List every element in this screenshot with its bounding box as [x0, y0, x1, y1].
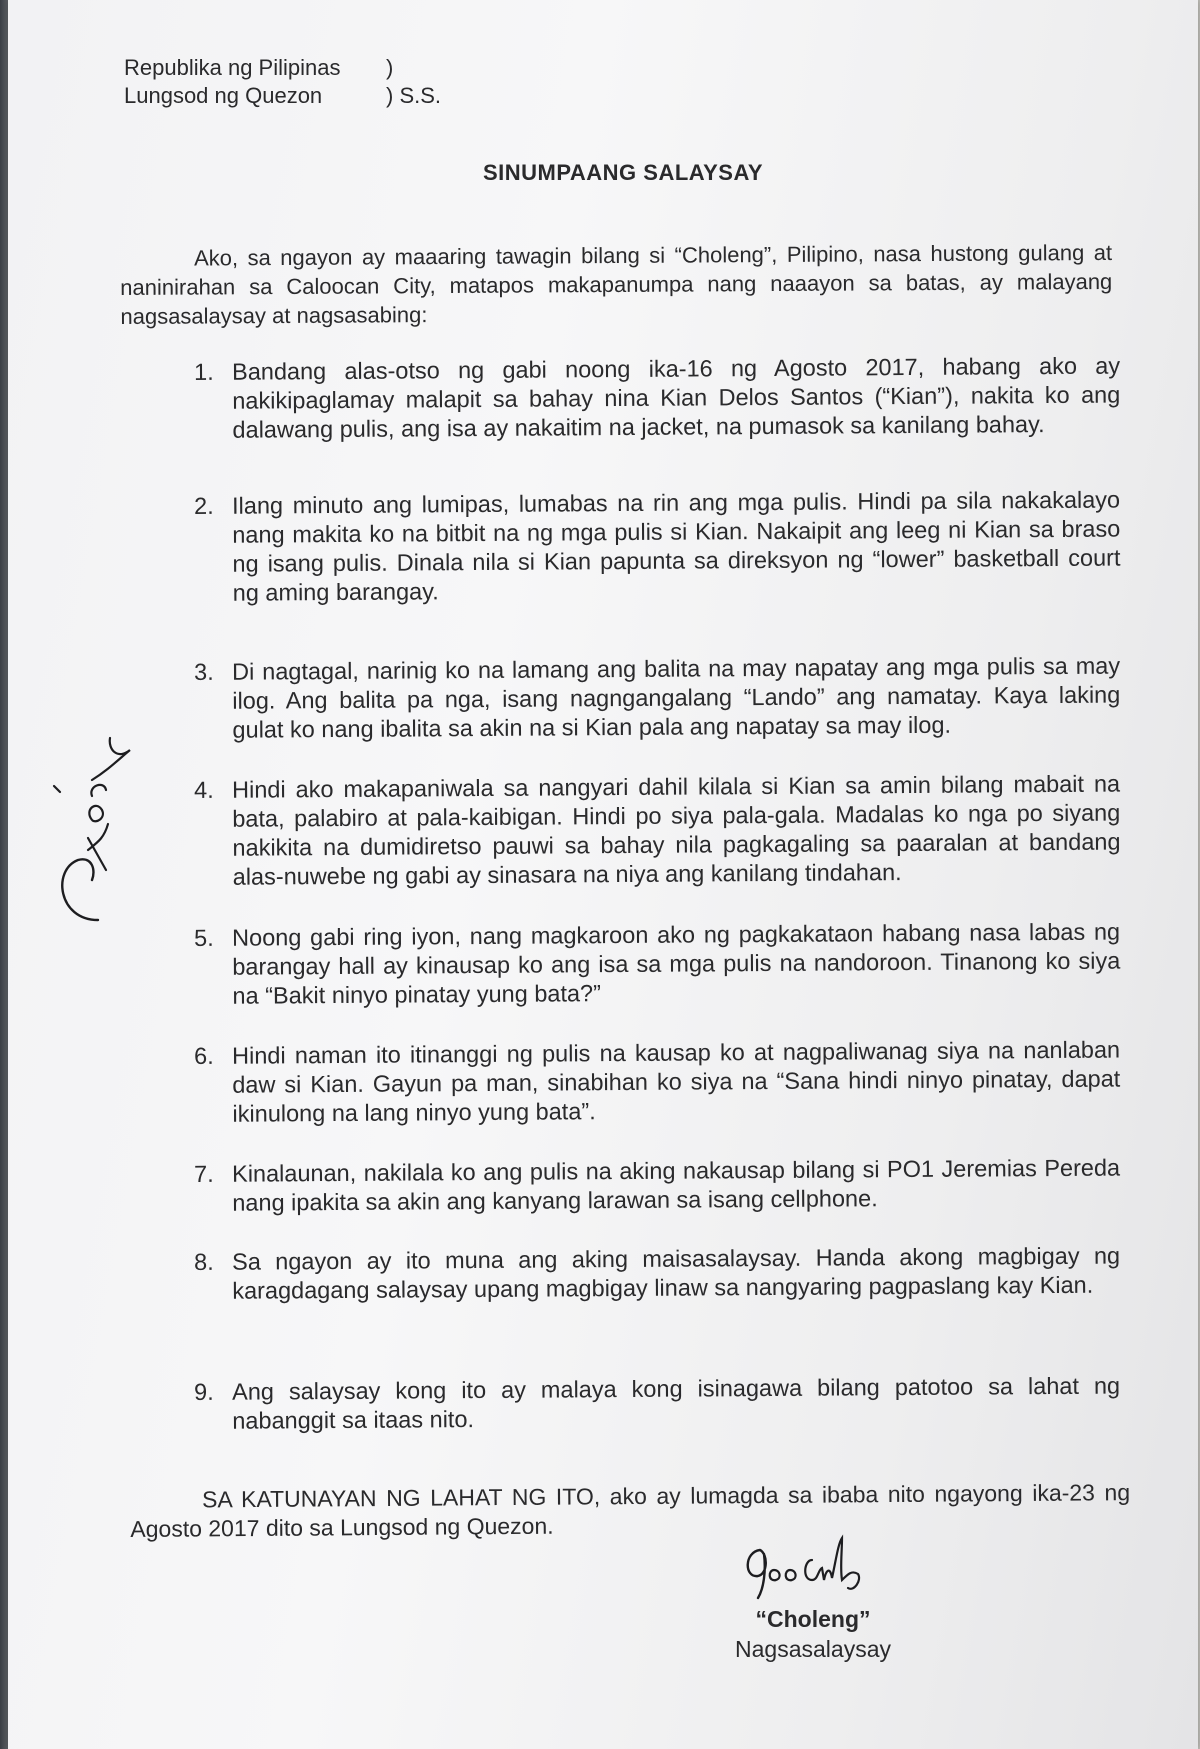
item-number: 7. — [194, 1160, 214, 1187]
item-text: Hindi ako makapaniwala sa nangyari dahil kilala si Kian sa amin bilang mabait na bata, palabiro at pala-kaibigan. Hindi po siya pala-gala. Madalas ko nga po siyang nakikita na dumidiretso pauwi sa bahay nila pagkagaling sa paaralan at bandang alas-nuwebe ng gabi ay sinasara na niya ang kanilang tindahan. — [232, 770, 1121, 890]
intro-text: Ako, sa ngayon ay maaaring tawagin bilang si “Choleng”, Pilipino, nasa hustong gulang at naninirahan sa Caloocan City, matapos makapanumpa nang naaayon sa batas, ay malayang nagsasalaysay at nagsasabing: — [120, 239, 1113, 329]
item-number: 4. — [194, 776, 214, 803]
item-text: Hindi naman ito itinanggi ng pulis na kausap ko at nagpaliwanag siya na nanlaban daw si Kian. Gayun pa man, sinabihan ko siya na “Sana hindi ninyo pinatay, dapat ikinulong na lang ninyo yung bata”. — [232, 1036, 1121, 1127]
item-text: Kinalaunan, nakilala ko ang pulis na aking nakausap bilang si PO1 Jeremias Pereda nang ipakita sa akin ang kanyang larawan sa isang cellphone. — [232, 1154, 1121, 1216]
caption-country-mark: ) — [386, 55, 394, 80]
affidavit-page — [8, 0, 1198, 1749]
list-item — [194, 918, 1121, 1011]
item-text: Ang salaysay kong ito ay malaya kong isinagawa bilang patotoo sa lahat ng nabanggit sa itaas nito. — [232, 1372, 1121, 1434]
item-number: 3. — [194, 658, 214, 685]
list-item — [194, 1372, 1120, 1436]
item-text: Sa ngayon ay ito muna ang aking maisasalaysay. Handa akong magbigay ng karagdagang salaysay upang magbigay linaw sa nangyaring pagpaslang kay Kian. — [232, 1242, 1121, 1304]
venue-caption — [124, 54, 441, 110]
list-item — [194, 352, 1121, 445]
item-text: Bandang alas-otso ng gabi noong ika-16 ng Agosto 2017, habang ako ay nakikipaglamay malapit sa bahay nina Kian Delos Santos (“Kian”), nakita ko ang dalawang pulis, ang isa ay nakaitim na jacket, na pumasok sa kanilang bahay. — [232, 352, 1121, 443]
item-number: 1. — [194, 358, 214, 385]
list-item — [194, 1036, 1121, 1129]
item-number: 5. — [194, 924, 214, 951]
list-item — [194, 1154, 1120, 1218]
item-number: 9. — [194, 1378, 214, 1405]
closing-paragraph — [130, 1478, 1130, 1544]
item-number: 6. — [194, 1042, 214, 1069]
list-item — [194, 486, 1121, 608]
list-item — [194, 1242, 1120, 1306]
document-title: SINUMPAANG SALAYSAY — [482, 160, 764, 185]
closing-text: SA KATUNAYAN NG LAHAT NG ITO, ako ay lumagda sa ibaba nito ngayong ika-23 ng Agosto 2017 dito sa Lungsod ng Quezon. — [130, 1479, 1131, 1542]
item-text: Noong gabi ring iyon, nang magkaroon ako ng pagkakataon habang nasa labas ng barangay hall ay kinausap ko ang isa sa mga pulis na nandoroon. Tinanong ko siya na “Bakit ninyo pinatay yung bata?” — [232, 918, 1121, 1009]
caption-city-mark: ) S.S. — [386, 83, 442, 108]
item-number: 8. — [194, 1248, 214, 1275]
caption-city: Lungsod ng Quezon — [124, 83, 323, 108]
handwritten-signature — [738, 1530, 878, 1608]
intro-paragraph — [120, 238, 1113, 331]
affiant-name: “Choleng” — [755, 1606, 871, 1632]
caption-country: Republika ng Pilipinas — [124, 55, 341, 80]
item-text: Di nagtagal, narinig ko na lamang ang balita na may napatay ang mga pulis sa may ilog. Ang balita pa nga, isang nagngangalang “Lando” ang namatay. Kaya laking gulat ko nang ibalita sa akin na si Kian pala ang napatay sa may ilog. — [232, 652, 1121, 743]
item-text: Ilang minuto ang lumipas, lumabas na rin ang mga pulis. Hindi pa sila nakakalayo nang makita ko na bitbit na ng mga pulis si Kian. Nakaipit ang leeg ni Kian sa braso ng isang pulis. Dinala nila si Kian papunta sa direksyon ng “lower” basketball court ng aming barangay. — [232, 486, 1121, 606]
affiant-role: Nagsasalaysay — [735, 1636, 891, 1662]
margin-initial-signature — [48, 720, 138, 960]
list-item — [194, 770, 1121, 892]
list-item — [194, 652, 1121, 745]
item-number: 2. — [194, 492, 214, 519]
